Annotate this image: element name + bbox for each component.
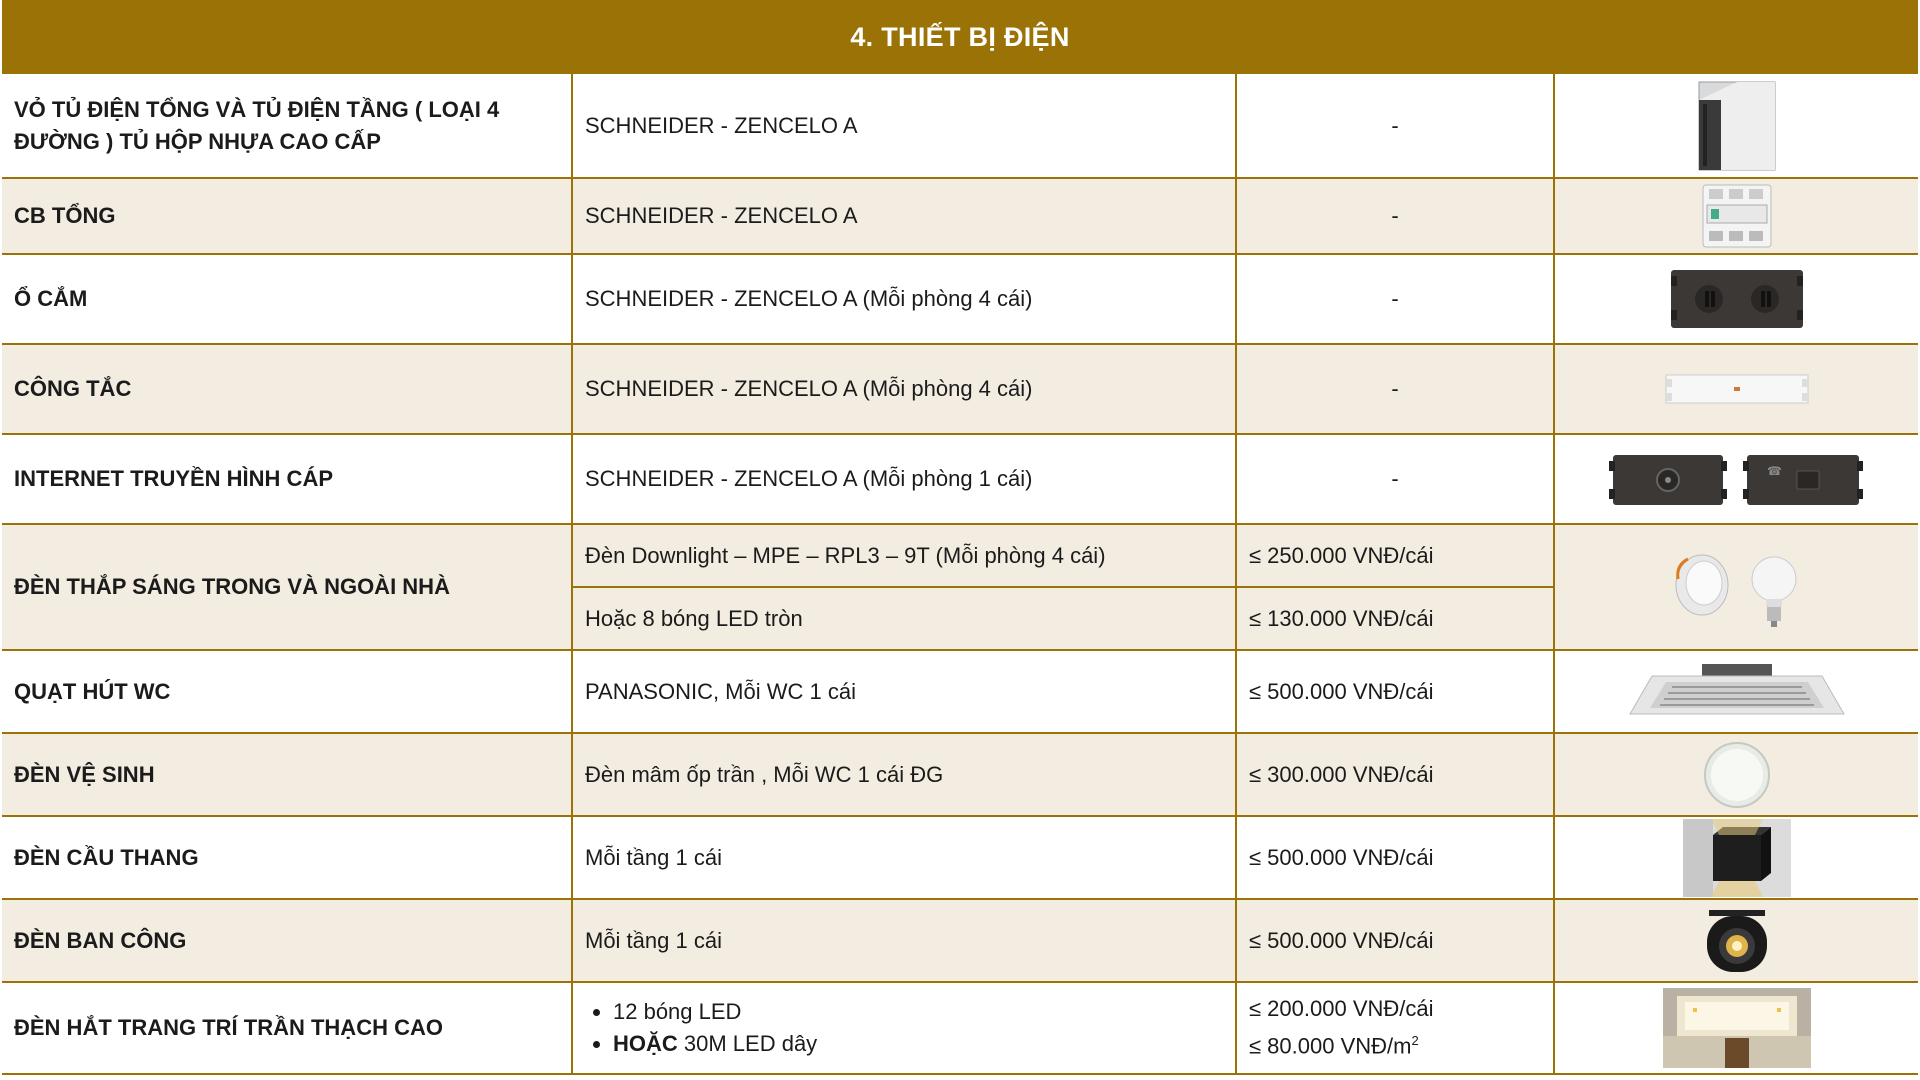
spot-light-image [1554,899,1918,982]
item-price: ≤ 500.000 VNĐ/cái [1236,899,1554,982]
ceiling-led-image [1554,982,1918,1074]
table-row [2,899,1918,982]
item-price: ≤ 500.000 VNĐ/cái [1236,816,1554,899]
item-name: Ổ CẮM [2,254,572,344]
item-name: QUẠT HÚT WC [2,650,572,733]
item-spec: SCHNEIDER - ZENCELO A (Mỗi phòng 1 cái) [572,434,1236,524]
price-unit-sup: 2 [1411,1033,1419,1049]
table-row [2,650,1918,733]
svg-text:☎: ☎ [1766,464,1782,478]
item-price: ≤ 500.000 VNĐ/cái [1236,650,1554,733]
bullet-bold-text: HOẶC [613,1031,678,1056]
wall-light-image [1554,816,1918,899]
bullet-text: 12 bóng LED [613,999,742,1024]
table-row [2,733,1918,816]
item-price: - [1236,74,1554,178]
electrical-box-image [1554,74,1918,178]
item-price [1236,982,1554,1074]
item-spec-alt: Hoặc 8 bóng LED tròn [572,587,1236,650]
item-price: - [1236,254,1554,344]
switch-image [1554,344,1918,434]
item-name: CÔNG TẮC [2,344,572,434]
list-item [613,996,1223,1028]
item-price: - [1236,178,1554,254]
circuit-breaker-image [1554,178,1918,254]
table-row [2,816,1918,899]
item-spec: Mỗi tầng 1 cái [572,899,1236,982]
ceiling-light-image [1554,733,1918,816]
table-row [2,524,1918,587]
tv-internet-socket-image [1554,434,1918,524]
item-spec: SCHNEIDER - ZENCELO A [572,74,1236,178]
item-price-alt: ≤ 130.000 VNĐ/cái [1236,587,1554,650]
list-item [613,1028,1223,1060]
table-row [2,254,1918,344]
item-price: ≤ 250.000 VNĐ/cái [1236,524,1554,587]
item-spec: Mỗi tầng 1 cái [572,816,1236,899]
item-name: ĐÈN CẦU THANG [2,816,572,899]
table-row [2,982,1918,1074]
item-spec: SCHNEIDER - ZENCELO A (Mỗi phòng 4 cái) [572,344,1236,434]
item-name: VỎ TỦ ĐIỆN TỔNG VÀ TỦ ĐIỆN TẦNG ( LOẠI 4 ĐƯỜNG ) TỦ HỘP NHỰA CAO CẤP [2,74,572,178]
equipment-table [2,74,1918,1075]
item-price: ≤ 300.000 VNĐ/cái [1236,733,1554,816]
price-line [1249,1025,1541,1062]
item-name: ĐÈN BAN CÔNG [2,899,572,982]
item-name: ĐÈN VỆ SINH [2,733,572,816]
exhaust-fan-image [1554,650,1918,733]
section-title: 4. THIẾT BỊ ĐIỆN [2,0,1918,74]
item-price: - [1236,344,1554,434]
item-spec-list [572,982,1236,1074]
item-name: ĐÈN THẮP SÁNG TRONG VÀ NGOÀI NHÀ [2,524,572,650]
item-spec: SCHNEIDER - ZENCELO A [572,178,1236,254]
item-name: ĐÈN HẮT TRANG TRÍ TRẦN THẠCH CAO [2,982,572,1074]
item-name: CB TỔNG [2,178,572,254]
item-spec: Đèn mâm ốp trần , Mỗi WC 1 cái ĐG [572,733,1236,816]
price-line: ≤ 200.000 VNĐ/cái [1249,996,1434,1022]
socket-image [1554,254,1918,344]
table-row [2,178,1918,254]
table-row [2,344,1918,434]
price-unit: ≤ 80.000 VNĐ/m [1249,1033,1412,1059]
table-row [2,74,1918,178]
bullet-text: 30M LED dây [677,1031,818,1056]
item-spec: PANASONIC, Mỗi WC 1 cái [572,650,1236,733]
item-spec: SCHNEIDER - ZENCELO A (Mỗi phòng 4 cái) [572,254,1236,344]
table-row [2,434,1918,524]
item-name: INTERNET TRUYỀN HÌNH CÁP [2,434,572,524]
item-spec: Đèn Downlight – MPE – RPL3 – 9T (Mỗi phòng 4 cái) [572,524,1236,587]
item-price: - [1236,434,1554,524]
downlight-bulb-image [1554,524,1918,650]
